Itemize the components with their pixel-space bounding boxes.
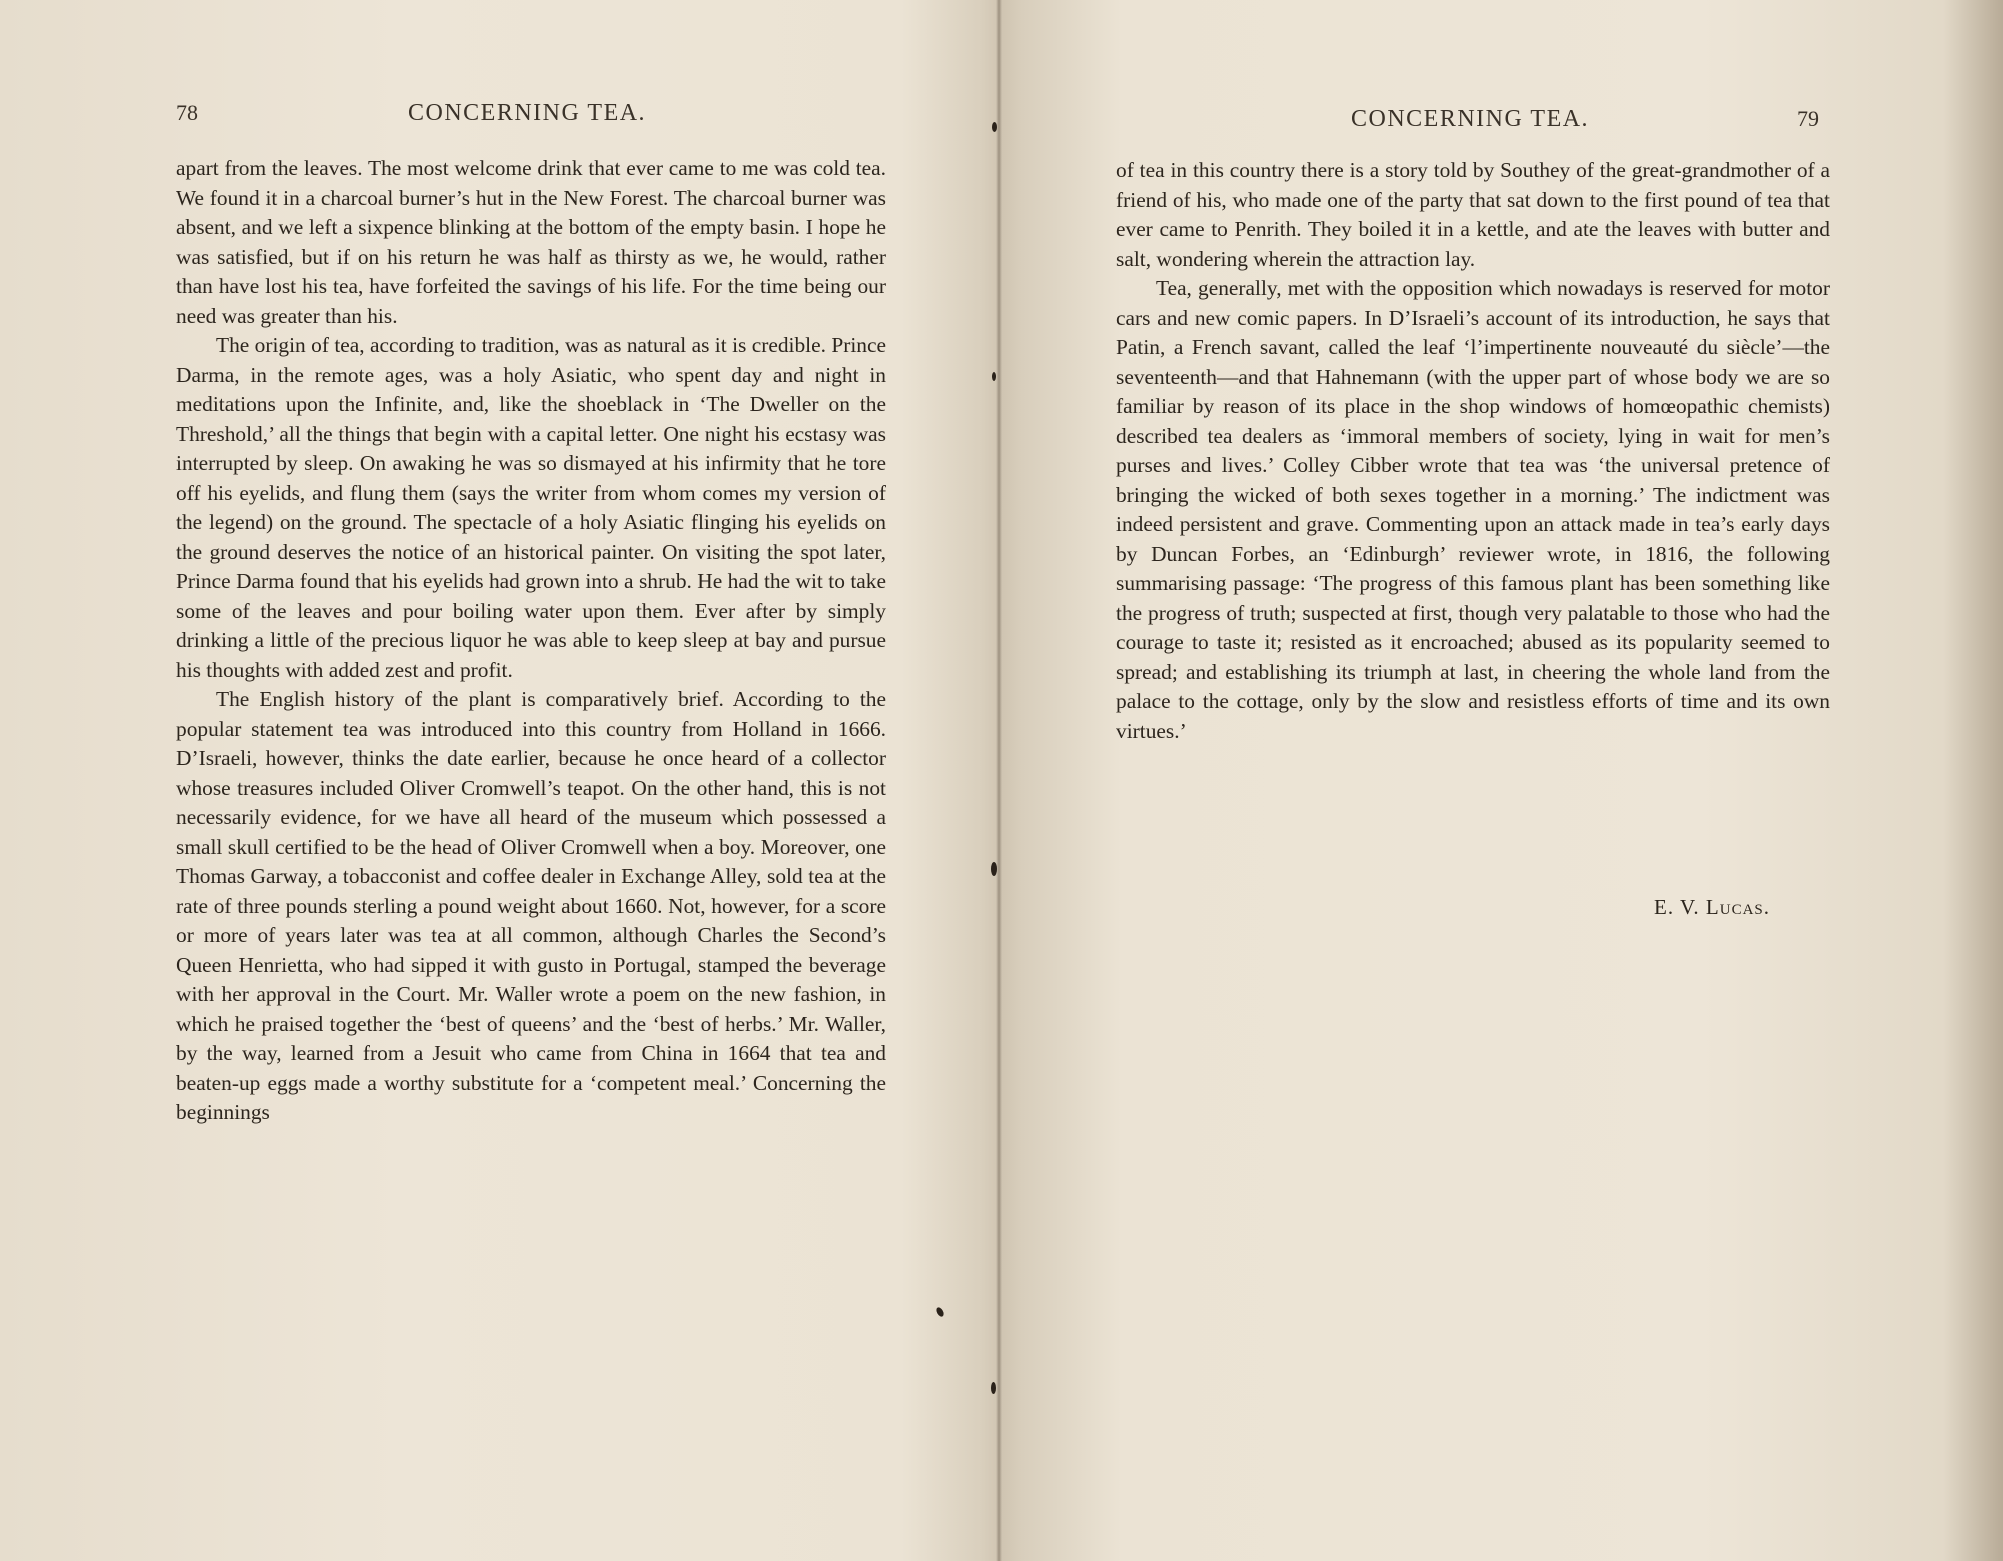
paragraph: Tea, generally, met with the opposition which nowadays is reserved for motor cars and new comic papers. In D’Israeli’s account of its introduction, he says that Patin, a French savant, called the leaf ‘l’impertinente nouveauté du siècle’—the seventeenth—and that Hahnemann (with the upper part of whose body we are so familiar by reason of its place in the shop windows of homœopathic chemists) described tea dealers as ‘immoral members of society, lying in wait for men’s purses and lives.’ Colley Cibber wrote that tea was ‘the universal pretence of bringing the wicked of both sexes together in a morning.’ The indictment was indeed persistent and grave. Commenting upon an attack made in tea’s early days by Duncan Forbes, an ‘Edinburgh’ reviewer wrote, in 1816, the following summarising passage: ‘The progress of this famous plant has been something like the progress of truth; suspected at first, though very palatable to those who had the courage to taste it; resisted as it encroached; abused as its popularity seemed to spread; and establishing its triumph at last, in cheering the whole land from the palace to the cottage, only by the slow and resistless efforts of time and its own virtues.’ [1116, 276, 1830, 743]
paragraph: of tea in this country there is a story told by Southey of the great-grandmother of a friend of his, who made one of the party that sat down to the first pound of tea that ever came to Penrith. They boiled it in a kettle, and ate the leaves with butter and salt, wondering wherein the attraction lay. [1116, 158, 1830, 271]
author-signature: E. V. Lucas. [1654, 895, 1770, 919]
binding-thread-mark [991, 1382, 996, 1394]
left-page [0, 0, 996, 1561]
paragraph: The origin of tea, according to tradition, was as natural as it is credible. Prince Darma, in the remote ages, was a holy Asiatic, who spent day and night in meditations upon the Infinite, and, like the shoeblack in ‘The Dweller on the Threshold,’ all the things that begin with a capital letter. One night his ecstasy was interrupted by sleep. On awaking he was so dismayed at his infirmity that he tore off his eyelids, and flung them (says the writer from whom comes my version of the legend) on the ground. The spectacle of a holy Asiatic flinging his eyelids on the ground deserves the notice of an historical painter. On visiting the spot later, Prince Darma found that his eyelids had grown into a shrub. He had the wit to take some of the leaves and pour boiling water upon them. Ever after by simply drinking a little of the precious liquor he was able to keep sleep at bay and pursue his thoughts with added zest and profit. [176, 333, 886, 682]
running-head: CONCERNING TEA. [1351, 106, 1590, 132]
binding-thread-mark [991, 862, 997, 876]
paragraph: The English history of the plant is comparatively brief. According to the popular statement tea was introduced into this country from Holland in 1666. D’Israeli, however, thinks the date earlier, because he once heard of a collector whose treasures included Oliver Cromwell’s teapot. On the other hand, this is not necessarily evidence, for we have all heard of the museum which possessed a small skull certified to be the head of Oliver Cromwell when a boy. Moreover, one Thomas Garway, a tobacconist and coffee dealer in Exchange Alley, sold tea at the rate of three pounds sterling a pound weight about 1660. Not, however, for a score or more of years later was tea at all common, although Charles the Second’s Queen Henrietta, who had sipped it with gusto in Portugal, stamped the beverage with her approval in the Court. Mr. Waller wrote a poem on the new fashion, in which he praised together the ‘best of queens’ and the ‘best of herbs.’ Mr. Waller, by the way, learned from a Jesuit who came from China in 1664 that tea and beaten-up eggs made a worthy substitute for a ‘competent meal.’ Concerning the beginnings [176, 687, 886, 1124]
page-number: 79 [1797, 106, 1819, 131]
right-page [1002, 0, 2003, 1561]
page-number: 78 [176, 100, 198, 125]
paragraph: apart from the leaves. The most welcome drink that ever came to me was cold tea. We found it in a charcoal burner’s hut in the New Forest. The charcoal burner was absent, and we left a sixpence blinking at the bottom of the empty basin. I hope he was satisfied, but if on his return he was half as thirsty as we, he would, rather than have lost his tea, have forfeited the savings of his life. For the time being our need was greater than his. [176, 156, 886, 328]
running-head: CONCERNING TEA. [408, 100, 647, 126]
binding-thread-mark [992, 372, 996, 381]
body-text [176, 154, 886, 1128]
binding-thread-mark [992, 122, 997, 132]
body-text [1116, 156, 1830, 746]
